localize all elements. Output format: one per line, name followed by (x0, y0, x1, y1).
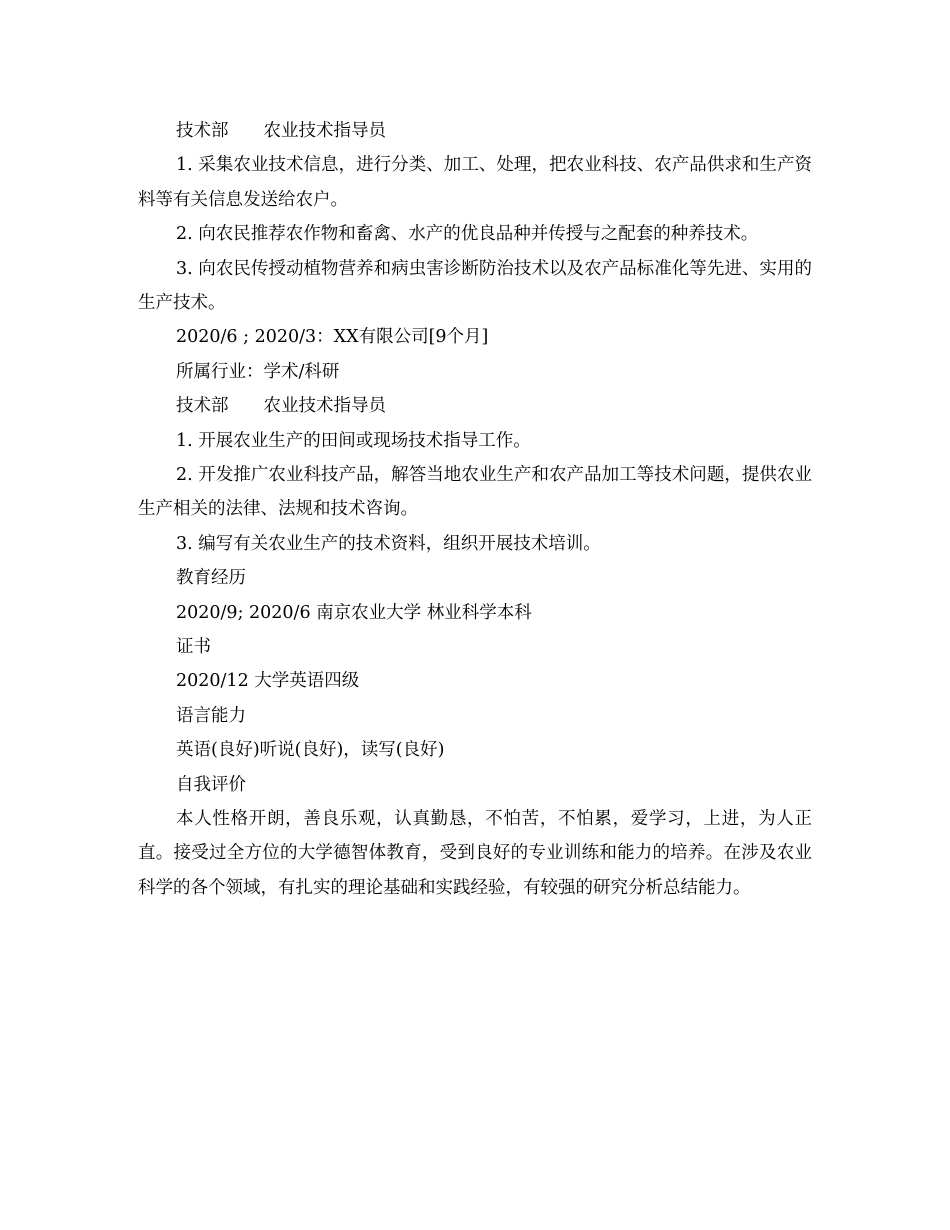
job2-duty-3: 3. 编写有关农业生产的技术资料，组织开展技术培训。 (176, 533, 601, 554)
certificates-entry: 2020/12 大学英语四级 (176, 671, 360, 692)
job2-period: 2020/6 ; 2020/3：XX有限公司[9个月] (176, 327, 489, 348)
job2-dept-line: 技术部 农业技术指导员 (176, 396, 386, 417)
job1-dept-line: 技术部 农业技术指导员 (176, 121, 386, 141)
job1-duty-2: 2. 向农民推荐农作物和畜禽、水产的优良品种并传授与之配套的种养技术。 (176, 224, 759, 245)
job2-duty-1: 1. 开展农业生产的田间或现场技术指导工作。 (176, 430, 531, 451)
job1-duty-3: 3. 向农民传授动植物营养和病虫害诊断防治技术以及农产品标准化等先进、实用的生产技术。 (138, 258, 812, 314)
certificates-heading: 证书 (176, 637, 211, 657)
job2-duty-2: 2. 开发推广农业科技产品，解答当地农业生产和农产品加工等技术问题，提供农业生产相关的法律、法规和技术咨询。 (138, 465, 812, 520)
self-eval-heading: 自我评价 (176, 774, 246, 795)
education-entry: 2020/9; 2020/6 南京农业大学 林业科学本科 (176, 602, 532, 623)
resume-document (138, 114, 812, 905)
language-entry: 英语(良好)听说(良好)，读写(良好) (176, 740, 445, 761)
job2-industry: 所属行业：学术/科研 (176, 361, 340, 382)
job1-duty-1: 1. 采集农业技术信息，进行分类、加工、处理，把农业科技、农产品供求和生产资料等有关信息发送给农户。 (138, 155, 812, 210)
education-heading: 教育经历 (176, 568, 246, 589)
self-eval-text: 本人性格开朗，善良乐观，认真勤恳，不怕苦，不怕累，爱学习，上进，为人正直。接受过全方位的大学德智体教育，受到良好的专业训练和能力的培养。在涉及农业科学的各个领域，有扎实的理论基础和实践经验，有较强的研究分析总结能力。 (138, 808, 812, 898)
language-heading: 语言能力 (176, 705, 246, 726)
